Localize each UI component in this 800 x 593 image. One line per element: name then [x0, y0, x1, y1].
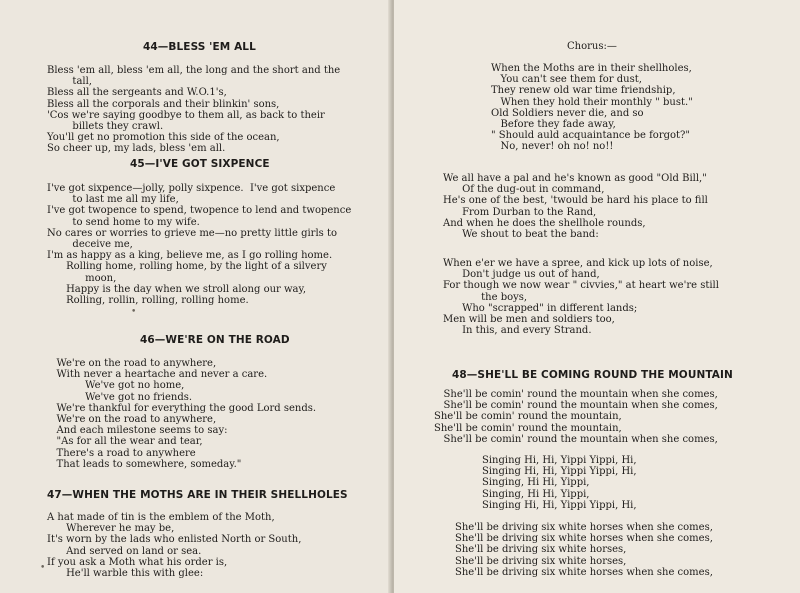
song-47-lyrics: A hat made of tin is the emblem of the Moth, Wherever he may be, It's worn by the lads who enlisted North or South, And served on land or sea. If you ask a Moth what his order is, He'll warble this with glee: — [47, 512, 302, 580]
song-46-title: 46—WE'RE ON THE ROAD — [140, 334, 290, 346]
song-47-verse-3: When e'er we have a spree, and kick up lots of noise, Don't judge us out of hand, For though we now wear " civvies," at heart we're still the boys, Who "scrapped" in different lands; Men will be men and soldiers too, In this, and every Strand. — [443, 258, 719, 337]
chorus-label: Chorus:— — [567, 41, 617, 52]
song-47-verse-2: We all have a pal and he's known as good "Old Bill," Of the dug-out in command, He's one of the best, 'twould be hard his place to fill From Durban to the Rand, And when he does the shellhole rounds, We shout to beat the band: — [443, 173, 708, 241]
print-speck: • — [131, 307, 137, 317]
song-45-title: 45—I'VE GOT SIXPENCE — [130, 158, 270, 170]
song-48-refrain: Singing Hi, Hi, Yippi Yippi, Hi, Singing Hi, Hi, Yippi Yippi, Hi, Singing, Hi Hi, Yippi, Singing, Hi Hi, Yippi, Singing Hi, Hi, Yippi Yippi, Hi, — [482, 455, 637, 511]
print-speck: • — [40, 563, 46, 573]
song-45-lyrics: I've got sixpence—jolly, polly sixpence. I've got sixpence to last me all my life, I've got twopence to spend, twopence to lend and twopence to send home to my wife. No cares or worries to grieve me—no pretty little girls to deceive me, I'm as happy as a king, believe me, as I go rolling home. Rolling home, rolling home, by the light of a silvery moon, Happy is the day when we stroll along our way, Rolling, rollin, rolling, rolling home. — [47, 183, 352, 307]
song-47-title: 47—WHEN THE MOTHS ARE IN THEIR SHELLHOLES — [47, 489, 348, 501]
song-48-title: 48—SHE'LL BE COMING ROUND THE MOUNTAIN — [452, 369, 733, 381]
song-48-verse-1: She'll be comin' round the mountain when she comes, She'll be comin' round the mountain when she comes, She'll be comin' round the mountain, She'll be comin' round the mountain, She'll be comin' round the mountain when she comes, — [434, 389, 718, 445]
song-44-title: 44—BLESS 'EM ALL — [143, 41, 256, 53]
song-48-verse-2: She'll be driving six white horses when she comes, She'll be driving six white horses when she comes, She'll be driving six white horses, She'll be driving six white horses, She'll be driving six white horses when she comes, — [455, 522, 713, 578]
right-page — [394, 0, 800, 593]
song-46-lyrics: We're on the road to anywhere, With never a heartache and never a care. We've got no home, We've got no friends. We're thankful for everything the good Lord sends. We're on the road to anywhere, And each milestone seems to say: "As for all the wear and tear, There's a road to anywhere That leads to somewhere, someday." — [56, 358, 317, 470]
song-44-lyrics: Bless 'em all, bless 'em all, the long and the short and the tall, Bless all the sergeants and W.O.1's, Bless all the corporals and their blinkin' sons, 'Cos we're saying goodbye to them all, as back to their billets they crawl. You'll get no promotion this side of the ocean, So cheer up, my lads, bless 'em all. — [47, 65, 341, 155]
left-page — [0, 0, 392, 593]
song-47-chorus: When the Moths are in their shellholes, You can't see them for dust, They renew old war time friendship, When they hold their monthly " bust." Old Soldiers never die, and so Before they fade away, " Should auld acquaintance be forgot?" No, never! oh no! no!! — [491, 63, 693, 153]
